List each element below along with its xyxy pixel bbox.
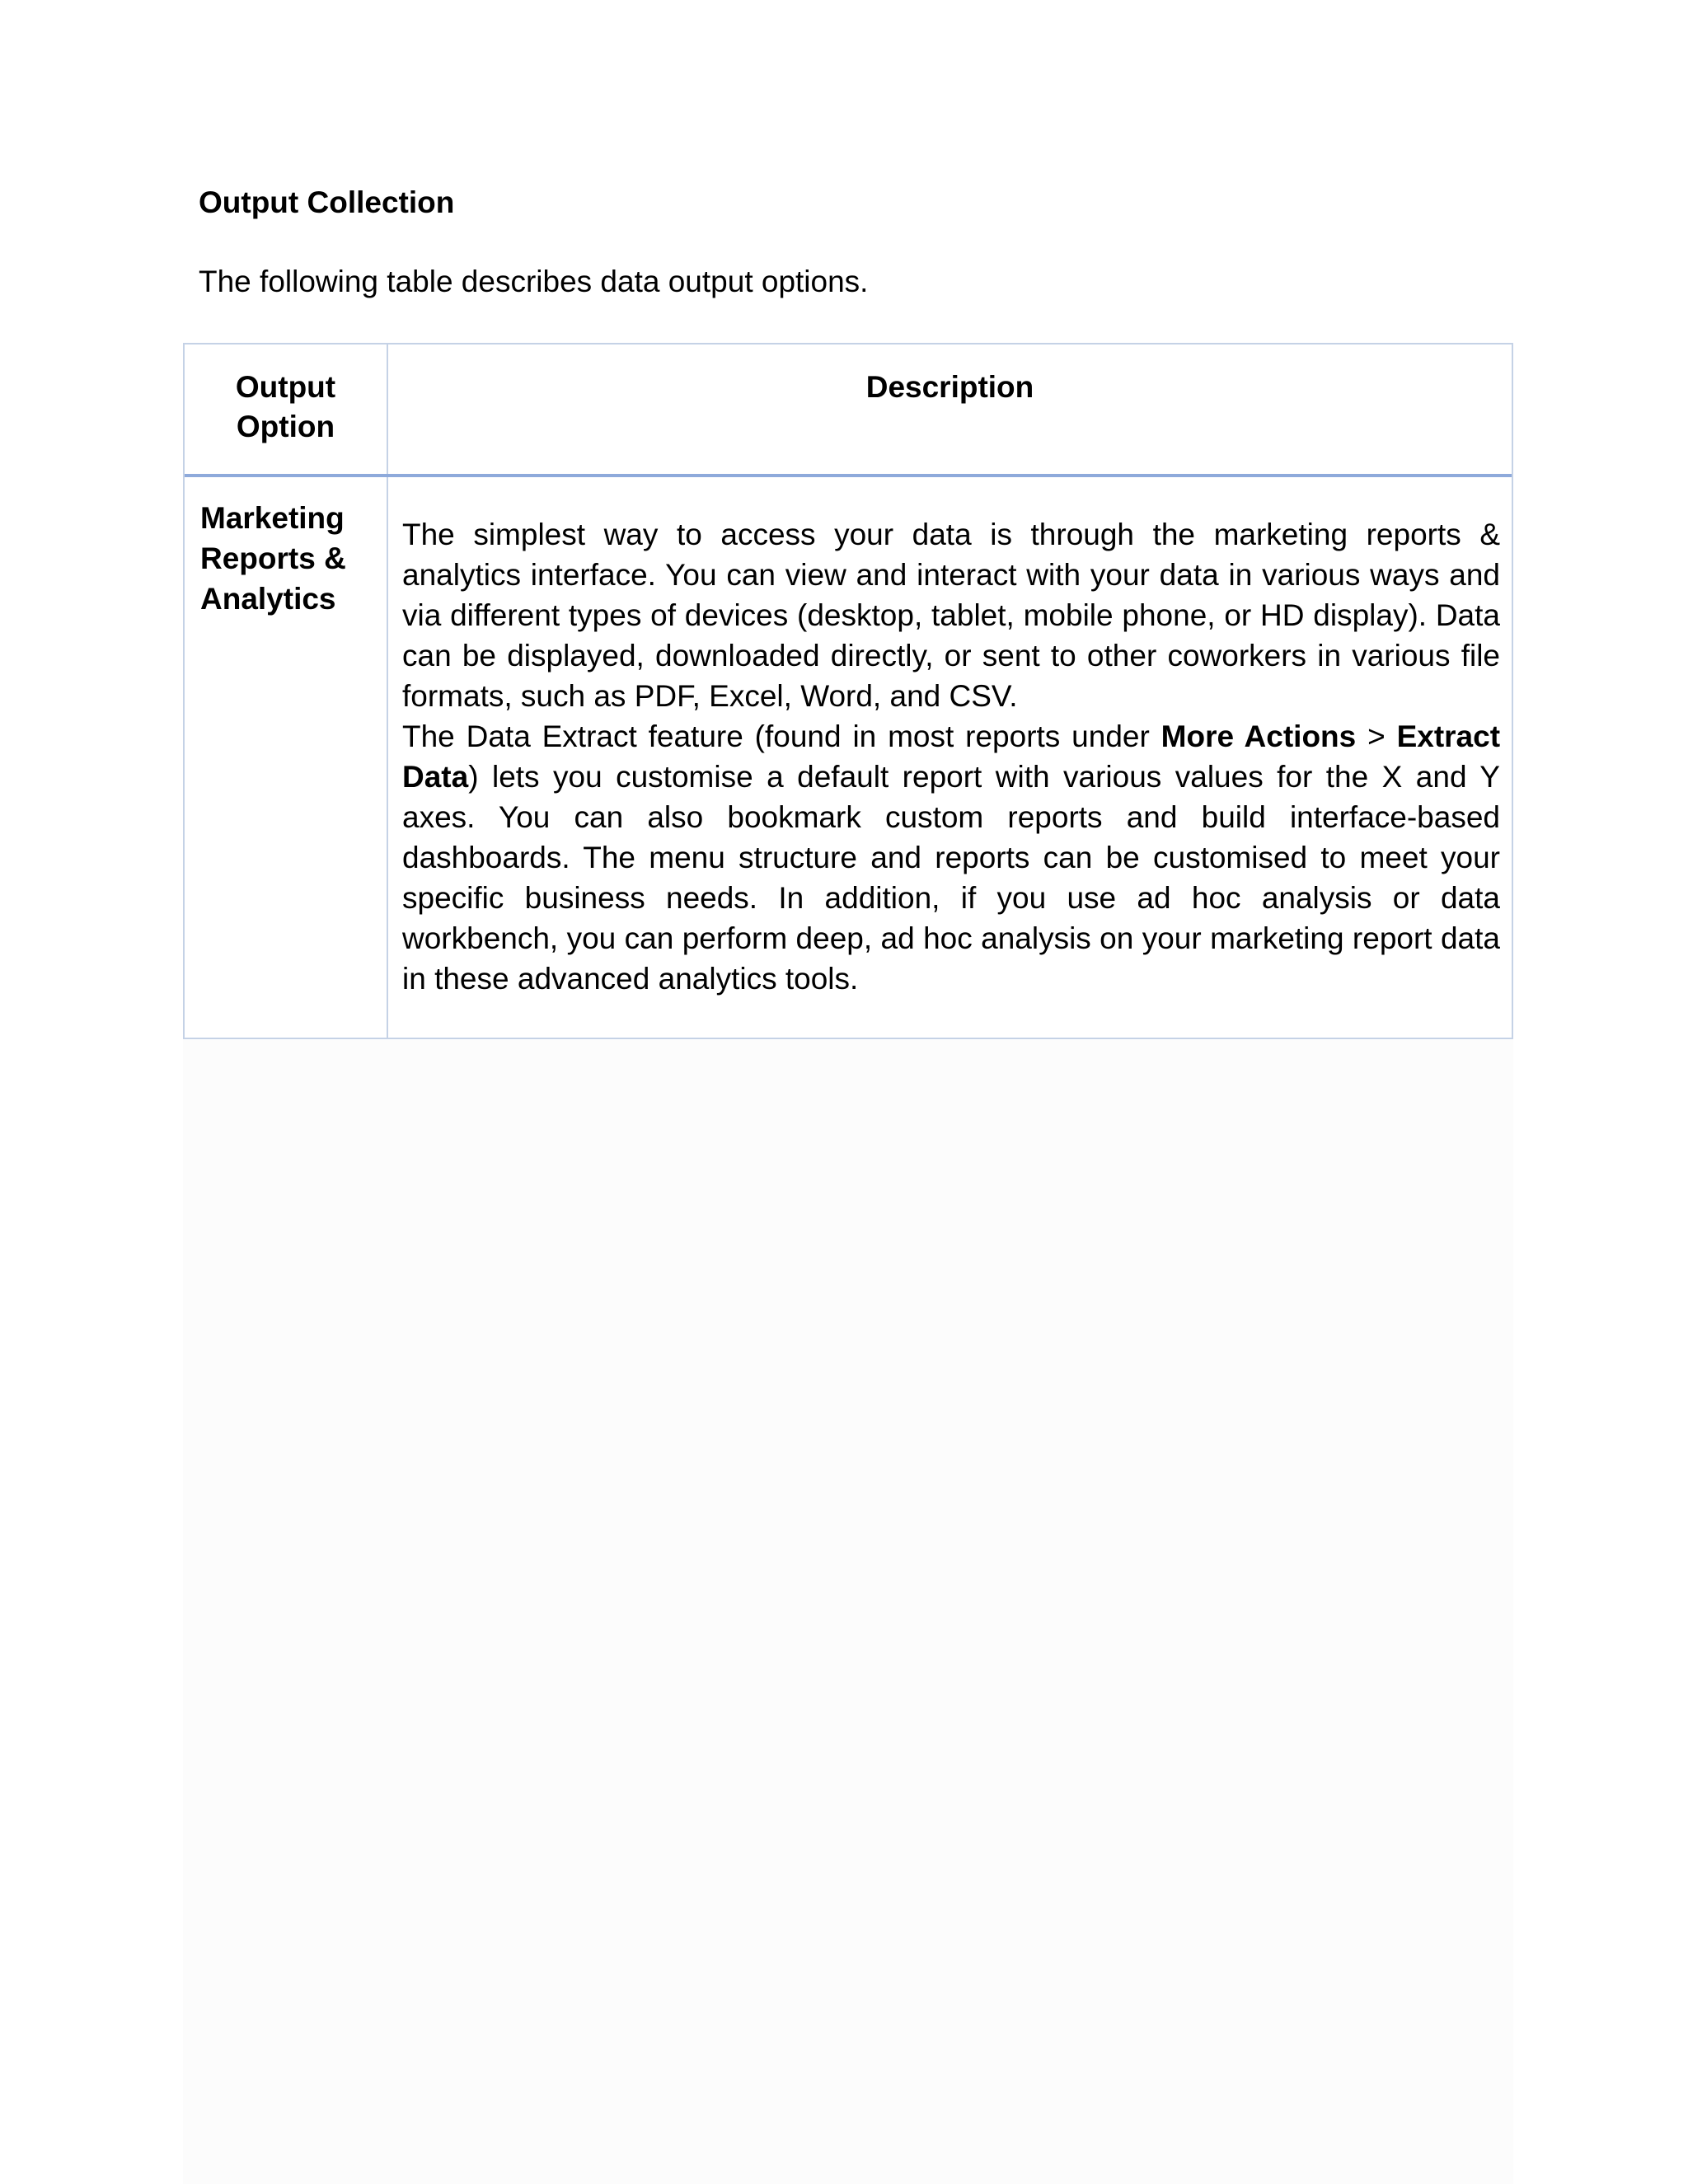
description-paragraph-1: The simplest way to access your data is through the marketing reports & analytics interface. You can view and interact with your data in various ways and via different types of devices (desktop, tablet, mobile phone, or HD display). Data can be displayed, downloaded directly, or sent to other coworkers in various file formats, such as PDF, Excel, Word, and CSV. <box>402 518 1500 713</box>
output-options-table <box>183 343 1513 1039</box>
description-paragraph-2 <box>402 716 1500 999</box>
section-heading: Output Collection <box>199 185 455 219</box>
intro-paragraph: The following table describes data output options. <box>199 265 869 298</box>
menu-extract-data: Extract Data <box>402 719 1501 794</box>
paragraph-2-lead: The Data Extract feature (found in most reports under <box>402 719 1161 753</box>
paragraph-2-rest: ) lets you customise a default report with various values for the X and Y axes. You can also bookmark custom reports and build interface-based dashboards. The menu structure and reports can be customised to meet your specific business needs. In addition, if you use ad hoc analysis or data workbench, you can perform deep, ad hoc analysis on your marketing report data in these advanced analytics tools. <box>402 760 1500 996</box>
header-output-option: Output Option <box>235 370 336 443</box>
page-background-shade <box>183 1040 1513 2184</box>
column-divider <box>387 344 388 1038</box>
menu-path-separator: > <box>1356 719 1397 753</box>
header-description: Description <box>865 370 1034 404</box>
header-divider <box>185 474 1512 477</box>
menu-more-actions: More Actions <box>1160 719 1357 753</box>
row-option-cell: Marketing Reports & Analytics <box>200 501 346 616</box>
row-description-cell <box>402 514 1500 999</box>
